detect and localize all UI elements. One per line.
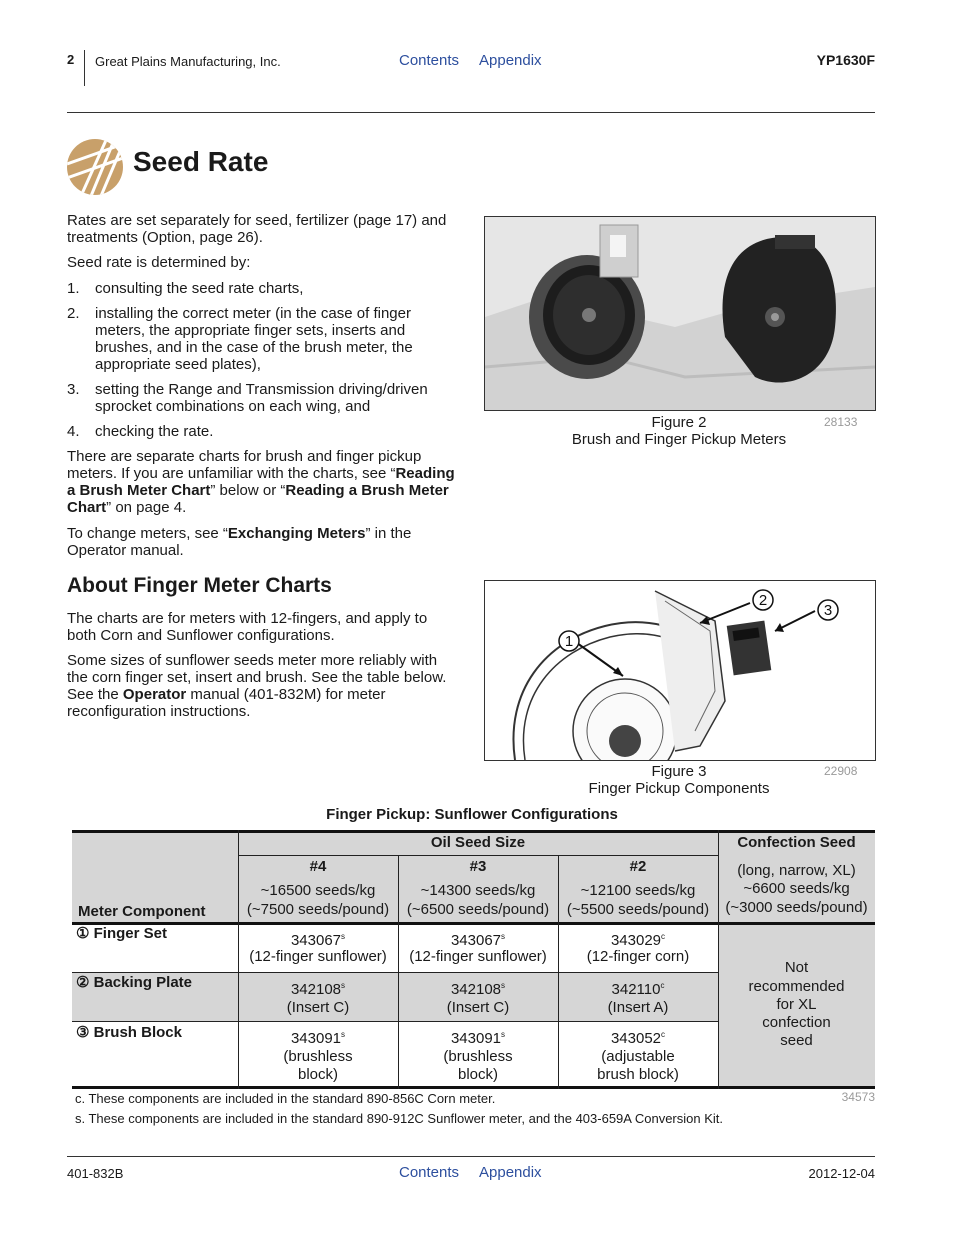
contents-link[interactable]: Contents <box>399 52 460 69</box>
list-text: consulting the seed rate charts, <box>95 280 304 297</box>
table-title: Finger Pickup: Sunflower Configurations <box>326 806 618 823</box>
seeds-per-pound: (~6500 seeds/pound) <box>406 901 550 918</box>
header-divider <box>84 50 85 86</box>
row-label-backing-plate: ② Backing Plate <box>76 974 192 991</box>
part-desc: (12-finger corn) <box>586 948 690 965</box>
row-label-finger-set: ① Finger Set <box>76 925 167 942</box>
figure-3-label: Figure 3 <box>651 763 707 780</box>
part-desc: (Insert C) <box>286 999 350 1016</box>
figure-3-photo-id: 22908 <box>824 764 858 778</box>
callout-3-label: 3 <box>823 602 833 619</box>
model-number: YP1630F <box>816 52 875 68</box>
section-paragraph: The charts are for meters with 12-fingers, and apply to both Corn and Sunflower configurations. <box>67 610 428 644</box>
seeds-per-kg: ~14300 seeds/kg <box>420 882 536 899</box>
figure-2-photo-id: 28133 <box>824 415 858 429</box>
list-number: 4. <box>67 423 80 440</box>
list-item <box>67 423 459 440</box>
sunflower-config-table <box>72 830 875 1089</box>
footnote-s: s. These components are included in the standard 890-912C Sunflower meter, and the 403-659A Conversion Kit. <box>75 1111 723 1126</box>
charts-paragraph: There are separate charts for brush and finger pickup meters. If you are unfamiliar with the charts, see “Reading a Brush Meter Chart” below or “Reading a Brush Meter Chart” on page 4. <box>67 448 455 516</box>
part-desc: block) <box>297 1066 338 1083</box>
part-cell: 343091$^s$ <box>450 1030 506 1047</box>
callout-marker: ③ <box>76 1024 90 1041</box>
list-number: 3. <box>67 381 80 398</box>
confection-header: Confection Seed <box>737 834 856 851</box>
confection-kg: ~6600 seeds/kg <box>743 880 850 897</box>
intro-paragraph: Rates are set separately for seed, fertilizer (page 17) and treatments (Option, page 26). <box>67 212 447 246</box>
list-text: checking the rate. <box>95 423 214 440</box>
document-number: 401-832B <box>67 1166 124 1181</box>
size-header: #2 <box>629 858 647 875</box>
part-cell: 342108$^s$ <box>290 981 346 998</box>
section-paragraph: Some sizes of sunflower seeds meter more reliably with the corn finger set, insert and brush. See the table below. See the Operator manual (401-832M) for meter reconfiguration instructions. <box>67 652 447 720</box>
row-label-brush-block: ③ Brush Block <box>76 1024 182 1041</box>
footer-appendix-link[interactable]: Appendix <box>479 1164 542 1181</box>
list-text: setting the Range and Transmission driving/driven sprocket combinations on each wing, and <box>95 381 428 415</box>
footer-rule <box>67 1156 875 1157</box>
part-cell: 342108$^s$ <box>450 981 506 998</box>
seeds-per-pound: (~7500 seeds/pound) <box>246 901 390 918</box>
seeds-per-kg: ~16500 seeds/kg <box>260 882 376 899</box>
list-number: 1. <box>67 280 80 297</box>
xref-exchanging-meters[interactable]: Exchanging Meters <box>227 525 366 542</box>
part-desc: (brushless <box>443 1048 513 1065</box>
meters-illustration <box>485 217 875 410</box>
change-meters-paragraph: To change meters, see “Exchanging Meters” in the Operator manual. <box>67 525 412 559</box>
callout-2-label: 2 <box>758 592 768 609</box>
oil-seed-header: Oil Seed Size <box>430 834 526 851</box>
part-desc: (adjustable <box>601 1048 675 1065</box>
list-text: installing the correct meter (in the case of finger meters, the appropriate finger sets, inserts and brushes, and in the case of the brush meter, the appropriate seed plates), <box>95 305 413 373</box>
callout-1-label: 1 <box>564 633 574 650</box>
page-number: 2 <box>67 52 75 67</box>
part-desc: block) <box>457 1066 498 1083</box>
page-title: Seed Rate <box>133 146 269 177</box>
part-desc: (Insert C) <box>446 999 510 1016</box>
table-bottom-rule <box>72 1086 875 1089</box>
figure-2-photo <box>484 216 876 411</box>
not-recommended-line: for XL <box>776 996 817 1013</box>
footer-contents-link[interactable]: Contents <box>399 1164 460 1181</box>
part-cell: 343091$^s$ <box>290 1030 346 1047</box>
part-desc: brush block) <box>597 1066 679 1083</box>
footnote-c: c. These components are included in the standard 890-856C Corn meter. <box>75 1091 496 1106</box>
callout-marker: ② <box>76 974 90 991</box>
list-item <box>67 280 459 297</box>
intro-lead: Seed rate is determined by: <box>67 254 251 271</box>
section-heading: About Finger Meter Charts <box>67 574 332 597</box>
part-cell: 343029$^c$ <box>610 932 666 949</box>
not-recommended-line: Not <box>784 959 809 976</box>
part-desc: (12-finger sunflower) <box>409 948 547 965</box>
seeds-per-pound: (~5500 seeds/pound) <box>566 901 710 918</box>
size-header: #4 <box>309 858 327 875</box>
xref-reading-brush-chart-page4[interactable]: Reading a Brush Meter Chart <box>67 482 449 516</box>
company-name: Great Plains Manufacturing, Inc. <box>95 54 281 69</box>
part-cell: 342110$^c$ <box>611 981 665 998</box>
header-rule <box>67 112 875 113</box>
table-top-rule <box>72 830 875 833</box>
list-number: 2. <box>67 305 80 322</box>
not-recommended-line: seed <box>780 1032 813 1049</box>
figure-2-label: Figure 2 <box>651 414 707 431</box>
table-id: 34573 <box>841 1090 875 1104</box>
list-item <box>67 381 459 415</box>
meter-component-header: Meter Component <box>78 903 206 920</box>
figure-3-drawing <box>484 580 876 761</box>
not-recommended-line: confection <box>762 1014 831 1031</box>
not-recommended-line: recommended <box>748 978 845 995</box>
figure-2-caption: Brush and Finger Pickup Meters <box>571 431 787 448</box>
part-cell: 343067$^s$ <box>290 932 346 949</box>
document-date: 2012-12-04 <box>808 1166 875 1181</box>
part-desc: (brushless <box>283 1048 353 1065</box>
confection-desc: (long, narrow, XL) <box>737 862 856 879</box>
figure-3-caption: Finger Pickup Components <box>588 780 770 797</box>
seeds-per-kg: ~12100 seeds/kg <box>580 882 696 899</box>
part-desc: (12-finger sunflower) <box>249 948 387 965</box>
xref-reading-brush-chart[interactable]: Reading a Brush Meter Chart <box>67 465 455 499</box>
list-item <box>67 305 459 373</box>
appendix-link[interactable]: Appendix <box>479 52 542 69</box>
great-plains-logo-icon <box>67 138 123 196</box>
size-header: #3 <box>469 858 487 875</box>
part-cell: 343052$^c$ <box>610 1030 666 1047</box>
part-desc: (Insert A) <box>607 999 669 1016</box>
finger-pickup-diagram <box>485 581 875 760</box>
confection-lb: (~3000 seeds/pound) <box>725 899 868 916</box>
callout-marker: ① <box>76 925 90 942</box>
part-cell: 343067$^s$ <box>450 932 506 949</box>
